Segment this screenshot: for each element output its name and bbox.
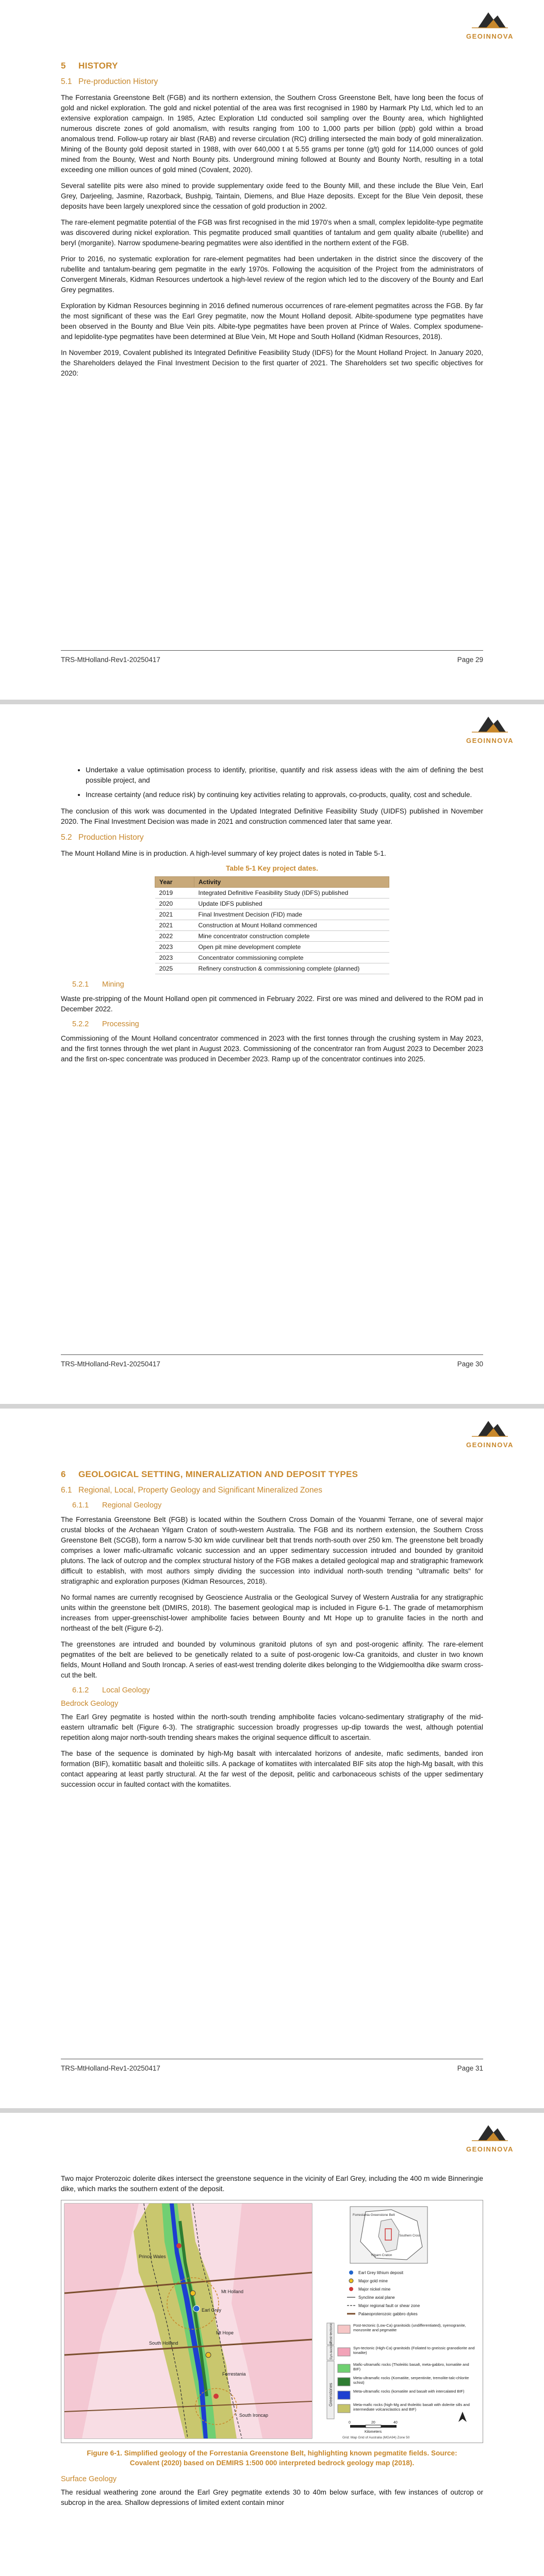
table-row: [155, 920, 389, 931]
scale-tick: 20: [371, 2421, 375, 2425]
grid-note: Grid: Map Grid of Australia (MGA94) Zone 50: [342, 2436, 410, 2439]
subsection-heading-production-history: 5.2 Production History: [61, 833, 144, 842]
table-cell: Final Investment Decision (FID) made: [194, 909, 389, 920]
heading-surface-geology: Surface Geology: [61, 2475, 117, 2483]
subsubsection-heading-regional-geology: 6.1.1 Regional Geology: [72, 1501, 162, 1510]
figure-caption: Figure 6-1. Simplified geology of the Forrestania Greenstone Belt, highlighting known pegmatite fields. Source: Covalent (2020) based on DEMIRS 1:500 000 interpreted bedrock geology map (2018).: [87, 2449, 457, 2467]
map-label-forrestania: Forrestania: [222, 2371, 246, 2377]
table-caption: Table 5-1 Key project dates.: [226, 865, 318, 872]
geoinnova-logo: [456, 711, 523, 744]
paragraph: The greenstones are intruded and bounded by voluminous granitoid plutons of syn and post-orogenic affinity. The rare-element pegmatites of the belt are believed to be genetically related to a suite of post-orogenic low-Ca granitoids, and cluster in two known fields, Mount Holland and South Ironcap. A series of east-west trending dolerite dikes belonging to the Widgiemooltha dike swarm cross-cut the belt.: [61, 1640, 483, 1679]
logo-text: GEOINNOVA: [466, 737, 514, 744]
inset-label: Yilgarn Craton: [371, 2253, 392, 2257]
table-row: [155, 931, 389, 942]
logo-text: GEOINNOVA: [466, 1441, 514, 1449]
paragraph: The rare-element pegmatite potential of the FGB was first recognised in the mid 1970's when a small, complex lepidolite-type pegmatite was discovered during nickel exploration. This pegmatite produced small quantities of tantalum and gem quality albaite (rubellite) and beryl (morganite). Narrow spodumene-bearing pegmatites were also identified in the northern extent of the FGB.: [61, 218, 483, 247]
page-footer: [61, 650, 483, 664]
paragraph: Exploration by Kidman Resources beginning in 2016 defined numerous occurrences of rare-element pegmatites across the FGB. By far the most significant of these was the Earl Grey pegmatite, now the Mount Holland deposit. Albite-spodumene type pegmatites have been observed in the Bounty and Blue Vein pits. Albite-type pegmatites have been proven at Prince of Wales. Complex spodumene- and lepidolite-type pegmatites have been determined at Blue Vein, Mt Hope and South Holland (Kidman Resources, 2018).: [61, 302, 483, 341]
table-row: [155, 953, 389, 963]
page-number: Page 31: [457, 2064, 483, 2072]
table-cell: Concentrator commissioning complete: [194, 953, 389, 963]
document-id: TRS-MtHolland-Rev1-20250417: [61, 1360, 160, 1368]
map-label-mt-hope: Mt Hope: [216, 2330, 234, 2335]
objectives-list: [61, 765, 483, 800]
list-item: • Undertake a value optimisation process to identify, prioritise, quantify and risk assess ideas with the aim of defining the best possible project, and: [86, 765, 483, 786]
page-number: Page 29: [457, 656, 483, 664]
table-row: [155, 888, 389, 899]
page-footer: [61, 2059, 483, 2072]
document-id: TRS-MtHolland-Rev1-20250417: [61, 2064, 160, 2072]
legend-label: Major gold mine: [358, 2279, 388, 2283]
nickel-mine-marker: [176, 2243, 182, 2248]
paragraph: Two major Proterozoic dolerite dikes intersect the greenstone sequence in the vicinity of Earl Grey, including the 400 m wide Binneringie dike, which marks the southern extent of the deposit.: [61, 2175, 483, 2193]
legend-strip-label: Post-tectonic: [329, 2323, 333, 2344]
subsubsection-heading-mining: 5.2.1 Mining: [72, 980, 124, 989]
page-30: [0, 704, 544, 1404]
legend-geo-label: Meta-ultramafic rocks (Komatiite, serpentinite, tremolite-talc-chlorite schist): [353, 2376, 469, 2385]
logo-text: GEOINNOVA: [466, 2145, 514, 2153]
inset-label: Southern Cross: [399, 2234, 421, 2238]
legend-geo-label: Meta-ultramafic rocks (komatiite and basalt with intercalated BIF): [353, 2389, 465, 2394]
table-cell: 2020: [155, 899, 194, 909]
paragraph: Waste pre-stripping of the Mount Holland open pit commenced in February 2022. First ore was mined and delivered to the ROM pad in December 2022.: [61, 995, 483, 1013]
paragraph: Several satellite pits were also mined to provide supplementary oxide feed to the Bounty Mill, and these include the Blue Vein, Earl Grey, Darjeeling, Jasmine, Razorback, Bushpig, Taintain, Diemens, and Blue Haze deposits. Except for the Blue Vein deposit, these deposits have been largely unexplored since the cessation of gold production in 2002.: [61, 182, 483, 210]
table-row: [155, 899, 389, 909]
table-cell: 2021: [155, 909, 194, 920]
map-label-south-holland: South Holland: [149, 2341, 178, 2346]
map-label-mt-holland: Mt Holland: [221, 2289, 244, 2294]
heading-bedrock-geology: Bedrock Geology: [61, 1700, 119, 1708]
list-item: • Increase certainty (and reduce risk) by continuing key activities relating to approvals, co-products, quality, cost and schedule.: [86, 790, 483, 800]
table-cell: Mine concentrator construction complete: [194, 931, 389, 942]
table-cell: 2021: [155, 920, 194, 931]
paragraph: The Mount Holland Mine is in production. A high-level summary of key project dates is noted in Table 5-1.: [61, 850, 386, 857]
inset-label: Forrestania Greenstone Belt: [353, 2213, 395, 2217]
table-cell: 2023: [155, 942, 194, 953]
legend-label: Syncline axial plane: [358, 2295, 395, 2300]
table-cell: Integrated Definitive Feasibility Study (IDFS) published: [194, 888, 389, 899]
geology-map-figure: [61, 2200, 483, 2443]
key-dates-table: [155, 876, 389, 974]
map-label-south-ironcap: South Ironcap: [239, 2413, 269, 2418]
legend-label: Major regional fault or shear zone: [358, 2303, 420, 2308]
geology-map: [61, 2200, 483, 2442]
paragraph: The Forrestania Greenstone Belt (FGB) is located within the Southern Cross Domain of the Youanmi Terrane, one of several major crustal blocks of the Archaean Yilgarn Craton of south-western Australia. The FGB and its northern extension, the Southern Cross Greenstone Belt (SCGB), form a narrow 5-30 km wide curvilinear belt that trends north-south over 250 km. The greenstone belt broadly comprises a lower mafic-ultramafic volcanic succession and an upper sedimentary succession intruded and bounded by granitoid plutons. The lack of outcrop and the complex structural history of the FGB makes a detailed geological map and stratigraphic framework difficult to establish, with most authors simply dividing the succession into individual north-south trending "ultramafic belts" for stratigraphic and exploration purposes (Kidman Resources, 2018).: [61, 1516, 483, 1585]
page-number: Page 30: [457, 1360, 483, 1368]
table-row: [155, 942, 389, 953]
gold-mine-marker: [190, 2291, 195, 2296]
legend-geo-label: Post-tectonic (Low-Ca) granitoids (undifferentiated), syenogranite, monzonite and pegmatite: [353, 2323, 466, 2332]
page-32: [0, 2113, 544, 2576]
subsubsection-heading-processing: 5.2.2 Processing: [72, 1020, 139, 1028]
paragraph: The Forrestania Greenstone Belt (FGB) and its northern extension, the Southern Cross Greenstone Belt, have long been the focus of gold and nickel exploration. The gold and nickel potential of the area was first recognised in 1980 by Harmark Pty Ltd, which led to an extensive exploration campaign. In 1985, Aztec Exploration Ltd conducted soil sampling over the Bounty area, which highlighted numerous discrete zones of gold anomalism, with results ranging from 100 to 1,000 parts per billion (ppb) gold within a broad anomalous trend. Follow-up rotary air blast (RAB) and reverse circulation (RC) drilling intersected the main body of gold mineralization. Mining of the Bounty gold deposit started in 1988, with over 640,000 t at 5.55 grams per tonne (g/t) gold for 114,000 ounces of gold mined from the Bounty, West and North Bounty pits. Underground mining followed at Bounty and Bounty North, resulting in a total exceeding one million ounces of gold mined (Covalent, 2020).: [61, 94, 483, 174]
table-cell: 2022: [155, 931, 194, 942]
nickel-mine-marker: [213, 2394, 219, 2399]
gold-mine-marker: [206, 2352, 211, 2358]
legend-label: Earl Grey lithium deposit: [358, 2270, 404, 2275]
earl-grey-deposit-marker: [193, 2306, 200, 2312]
geoinnova-logo: [456, 7, 523, 40]
table-cell: Refinery construction & commissioning complete (planned): [194, 963, 389, 974]
page-footer: [61, 1354, 483, 1368]
document-id: TRS-MtHolland-Rev1-20250417: [61, 656, 160, 664]
paragraph: The residual weathering zone around the Earl Grey pegmatite extends 30 to 40m below surface, with few instances of outcrop or subcrop in the area. Shallow depressions of limited extent contain minor: [61, 2488, 483, 2506]
table-cell: Open pit mine development complete: [194, 942, 389, 953]
legend-label: Major nickel mine: [358, 2287, 391, 2292]
legend-geo-label: Syn-tectonic (High-Ca) granitoids (Foliated to gneissic granodiorite and tonalite): [353, 2346, 475, 2355]
scale-tick: 0: [349, 2421, 351, 2425]
table-cell: Construction at Mount Holland commenced: [194, 920, 389, 931]
legend-label: Palaeoproterozoic gabbro dykes: [358, 2312, 418, 2316]
section-heading-geology: 6 GEOLOGICAL SETTING, MINERALIZATION AND DEPOSIT TYPES: [61, 1469, 358, 1479]
table-cell: 2019: [155, 888, 194, 899]
page-31: [0, 1409, 544, 2108]
table-row: [155, 963, 389, 974]
logo-text: GEOINNOVA: [466, 32, 514, 40]
legend-geo-label: Mafic-ultramafic rocks (Tholeiitic basalt, meta-gabbro, komatiite and BIF): [353, 2362, 469, 2371]
paragraph: The base of the sequence is dominated by high-Mg basalt with intercalated horizons of andesite, mafic sediments, banded iron formation (BIF), komatiitic basalt and tholeiitic sills. A package of komatiites with intercalated BIF sits atop the high-Mg basalt, with this contact appearing at least partly structural. At the far west of the deposit, pelitic and carbonaceous schists of the upper sedimentary succession occur in faulted contact with the komatiites.: [61, 1750, 483, 1788]
legend-geo-label: Meta-mafic rocks (high-Mg and tholeiitic basalt with dolerite sills and intermediate volcaniclastics and BIF): [353, 2402, 470, 2412]
paragraph: No formal names are currently recognised by Geoscience Australia or the Geological Survey of Western Australia for any stratigraphic units within the greenstone belt (DMIRS, 2018). The basement geological map is included in Figure 6-1. The grade of metamorphism increases from upper-greenschist-lower amphibolite facies between Bounty and Mt Hope up to granulite facies in the north and northeast of the belt (Figure 6-2).: [61, 1594, 483, 1632]
table-row: [155, 909, 389, 920]
page-29: [0, 0, 544, 700]
table-header-cell: Year: [155, 877, 194, 888]
geoinnova-logo: [456, 1416, 523, 1449]
paragraph: In November 2019, Covalent published its Integrated Definitive Feasibility Study (IDFS) for the Mount Holland Project. In January 2020, the Shareholders delayed the Final Investment Decision to the first quarter of 2021. The Shareholders set two specific objectives for 2020:: [61, 349, 483, 377]
paragraph: The Earl Grey pegmatite is hosted within the north-south trending amphibolite facies volcano-sedimentary stratigraphy of the mid-eastern ultramafic belt (Figure 6-3). The stratigraphic succession broadly progresses up-dip towards the west, although potential repetition along major north-south trending shears makes the original sequence difficult to ascertain.: [61, 1713, 483, 1741]
paragraph: Commissioning of the Mount Holland concentrator commenced in 2023 with the first tonnes through the crushing system in May 2023, and the first tonnes through the wet plant in August 2023. Commissioning of the concentrator ran from August 2023 to December 2023 and the first on-spec concentrate was produced in December 2023. Ramp up of the concentrator continues into 2025.: [61, 1035, 483, 1063]
paragraph: Prior to 2016, no systematic exploration for rare-element pegmatites had been undertaken in the district since the discovery of the rubellite and tantalum-bearing gem pegmatite in the early 1970s. Following the acquisition of the Project from the administrators of Convergent Minerals, Kidman Resources undertook a high-level review of the region which led to the discovery of the Bounty and Earl Grey pegmatites.: [61, 255, 483, 294]
table-header-cell: Activity: [194, 877, 389, 888]
subsubsection-heading-local-geology: 6.1.2 Local Geology: [72, 1686, 150, 1694]
table-header-row: [155, 877, 389, 888]
map-label-earl-grey: Earl Grey: [202, 2308, 222, 2313]
section-heading-history: 5 HISTORY: [61, 61, 118, 71]
subsection-heading-regional: 6.1 Regional, Local, Property Geology and Significant Mineralized Zones: [61, 1486, 323, 1495]
paragraph: The conclusion of this work was documented in the Updated Integrated Definitive Feasibility Study (UIDFS) published in November 2020. The Final Investment Decision was made in 2021 and construction commenced later that same year.: [61, 807, 483, 825]
geoinnova-logo: [456, 2120, 523, 2153]
table-cell: 2025: [155, 963, 194, 974]
table-cell: 2023: [155, 953, 194, 963]
legend-strip-label: Greenstones: [328, 2383, 333, 2406]
scale-unit: Kilometers: [365, 2430, 382, 2434]
subsection-heading-pre-production: 5.1 Pre-production History: [61, 77, 158, 86]
legend-strip-label: Syn-tectonic: [329, 2341, 333, 2360]
scale-tick: 40: [393, 2421, 398, 2425]
map-label-prince-wales: Prince Wales: [139, 2254, 166, 2259]
table-cell: Update IDFS published: [194, 899, 389, 909]
